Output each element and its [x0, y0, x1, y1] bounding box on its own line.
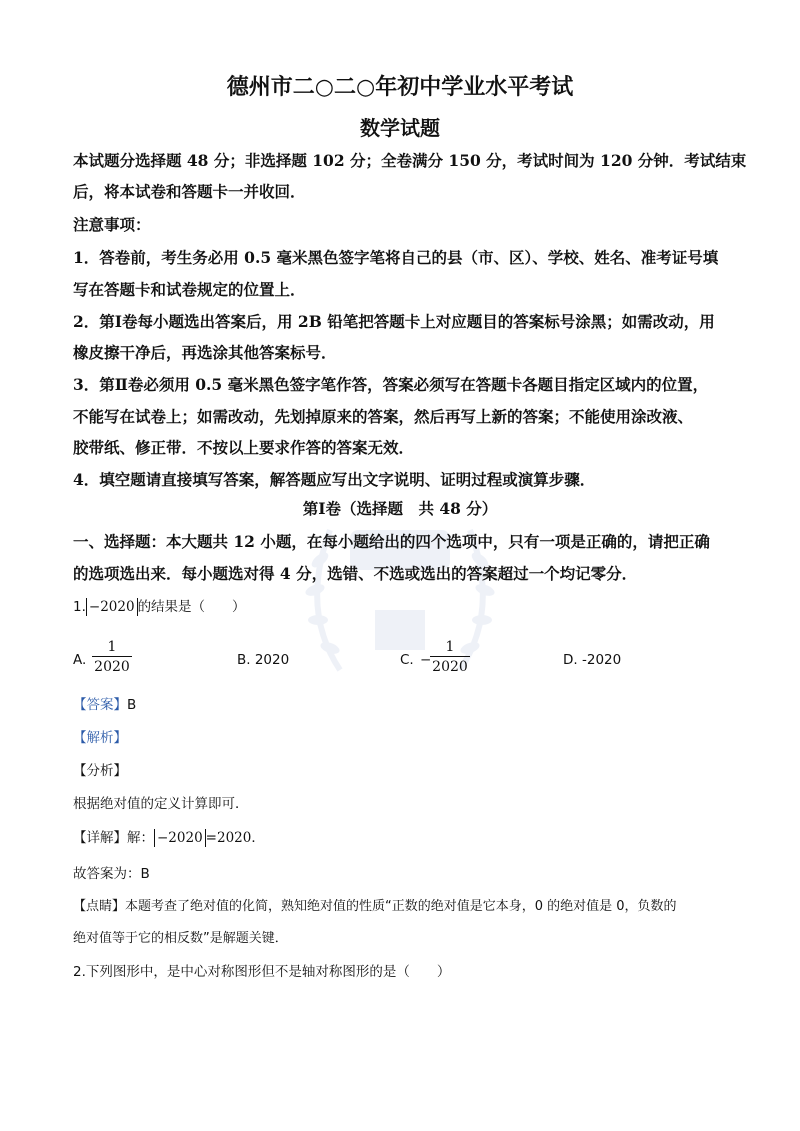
q2-stem: 2.下列图形中，是中心对称图形但不是轴对称图形的是（ ）	[73, 964, 451, 980]
option-c-numerator: 1	[445, 639, 455, 655]
dianjing-line-2: 绝对值等于它的相反数”是解题关键．	[73, 931, 288, 946]
option-a-numerator: 1	[107, 639, 117, 655]
detail-result: =2020	[205, 830, 252, 846]
q1-abs-expression: −2020	[86, 598, 138, 616]
note-line: 橡皮擦干净后，再选涂其他答案标号．	[73, 343, 337, 362]
option-a-denominator: 2020	[94, 659, 130, 675]
option-c-minus: −	[420, 652, 432, 668]
detail-line	[73, 828, 265, 848]
fenxi-text: 根据绝对值的定义计算即可．	[73, 796, 249, 812]
option-c-denominator: 2020	[432, 659, 468, 675]
option-a-fraction	[92, 638, 132, 677]
q1-stem	[73, 597, 246, 617]
notice-heading: 注意事项：	[73, 215, 151, 234]
fenxi-tag: 【分析】	[73, 763, 127, 779]
note-line: 1．答卷前，考生务必用 0.5 毫米黑色签字笔将自己的县（市、区）、学校、姓名、准考证号填	[73, 248, 719, 267]
conclusion: 故答案为：B	[73, 866, 150, 882]
q1-stem-tail: 的结果是（ ）	[137, 599, 246, 615]
note-line: 3．第Ⅱ卷必须用 0.5 毫米黑色签字笔作答，答案必须写在答题卡各题目指定区域内的位置，	[73, 375, 709, 394]
q1-number: 1.	[73, 599, 86, 615]
detail-end: ．	[251, 830, 265, 846]
dianjing-text: 本题考查了绝对值的化简，熟知绝对值的性质“正数的绝对值是它本身，0 的绝对值是 0，负数的	[125, 899, 677, 914]
dianjing-tag: 【点睛】	[73, 899, 126, 914]
watermark-laurel-icon	[280, 490, 520, 710]
note-line: 写在答题卡和试卷规定的位置上．	[73, 280, 306, 299]
detail-abs-expression: −2020	[154, 829, 206, 847]
option-d: D. -2020	[563, 652, 622, 668]
answer-tag: 【答案】	[73, 697, 127, 713]
analysis-tag: 【解析】	[73, 730, 127, 746]
dianjing-line-1	[73, 897, 677, 917]
note-line: 4．填空题请直接填写答案，解答题应写出文字说明、证明过程或演算步骤．	[73, 470, 596, 489]
exam-title: 德州市二○二○年初中学业水平考试	[226, 74, 574, 100]
option-c-fraction	[430, 638, 470, 677]
option-c-label: C.	[400, 652, 414, 668]
section-title: 第Ⅰ卷（选择题 共 48 分）	[302, 499, 498, 518]
answer-value: B	[127, 697, 137, 713]
section-desc-2: 的选项选出来．每小题选对得 4 分，选错、不选或选出的答案超过一个均记零分．	[73, 564, 638, 583]
detail-tag: 【详解】	[73, 830, 127, 846]
option-b: B. 2020	[237, 652, 290, 668]
answer-line	[73, 695, 136, 715]
detail-prefix: 解：	[127, 830, 154, 846]
intro-line-1: 本试题分选择题 48 分；非选择题 102 分；全卷满分 150 分，考试时间为 120 分钟．考试结束	[73, 151, 747, 170]
note-line: 胶带纸、修正带．不按以上要求作答的答案无效．	[73, 438, 415, 457]
option-a-label: A.	[73, 652, 87, 668]
note-line: 不能写在试卷上；如需改动，先划掉原来的答案，然后再写上新的答案；不能使用涂改液、	[73, 407, 694, 426]
exam-subtitle: 数学试题	[360, 116, 440, 140]
note-line: 2．第Ⅰ卷每小题选出答案后，用 2B 铅笔把答题卡上对应题目的答案标号涂黑；如需改动，用	[73, 312, 715, 331]
intro-line-2: 后，将本试卷和答题卡一并收回．	[73, 182, 306, 201]
section-desc-1: 一、选择题：本大题共 12 小题，在每小题给出的四个选项中，只有一项是正确的，请把正确	[73, 532, 710, 551]
